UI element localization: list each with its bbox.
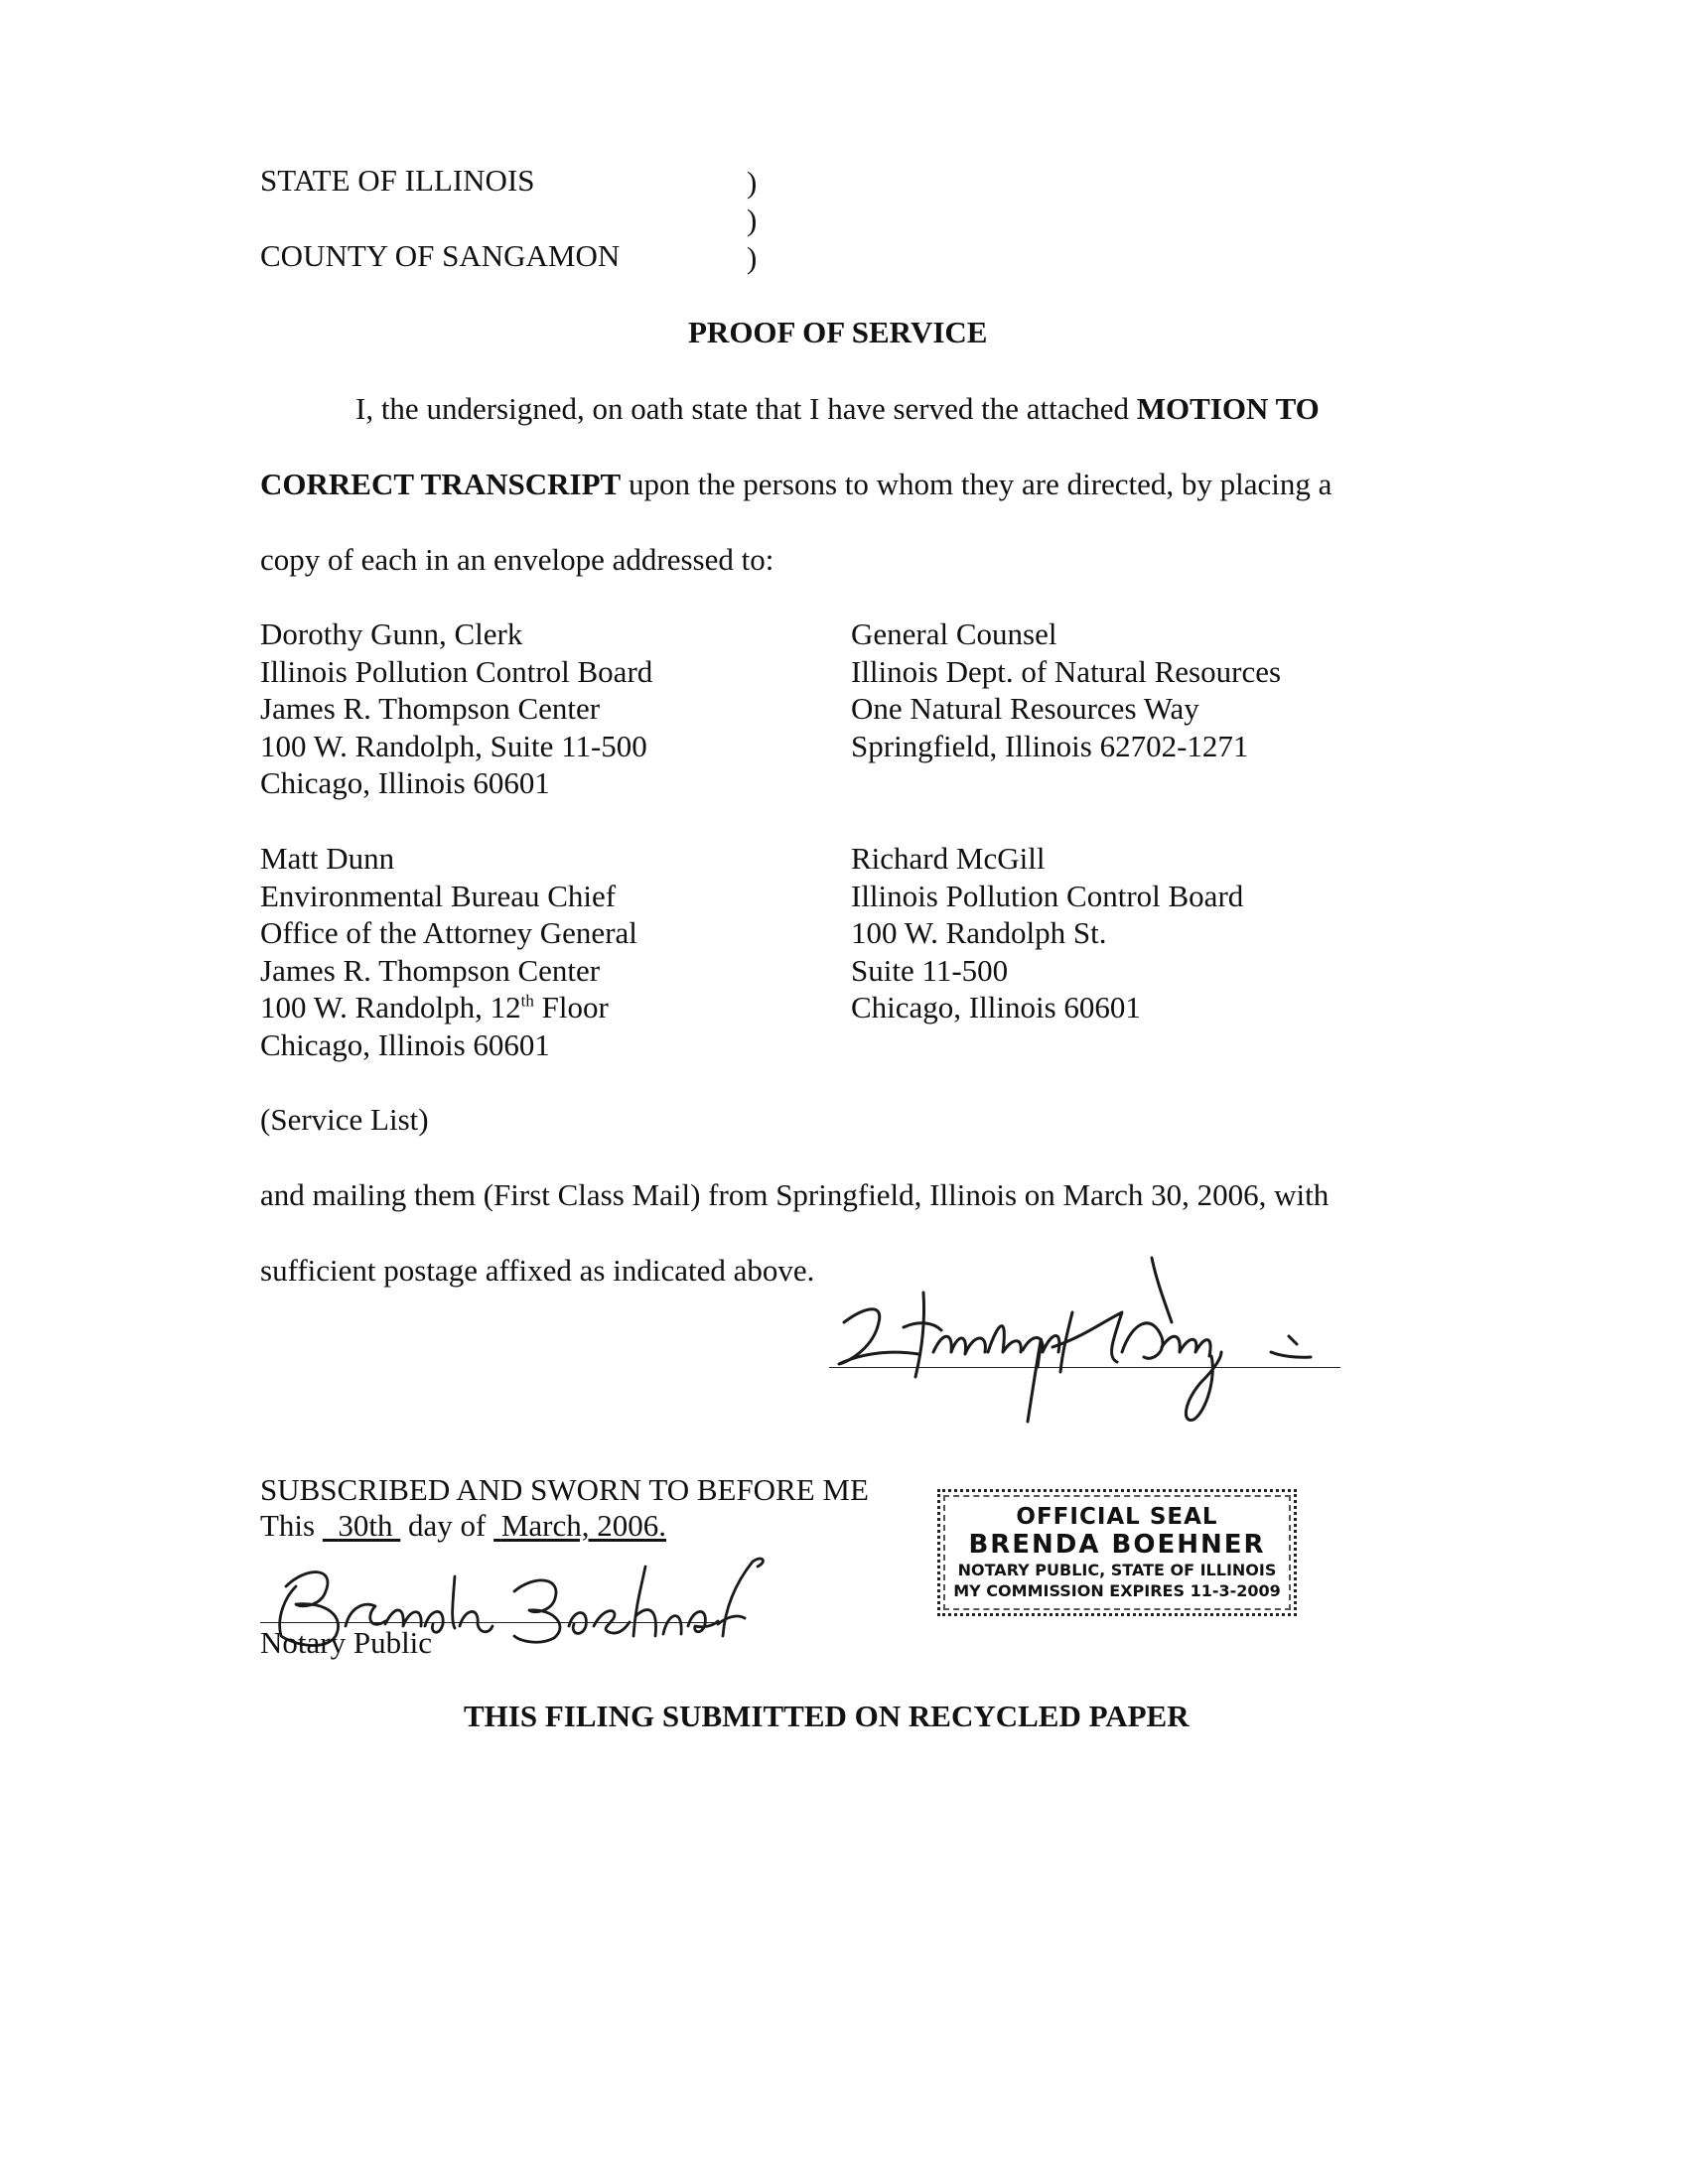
jurat-text: day of (400, 1508, 494, 1543)
address-line: James R. Thompson Center (260, 952, 601, 988)
notary-seal (937, 1489, 1297, 1616)
mailing-line-1: and mailing them (First Class Mail) from Springfield, Illinois on March 30, 2006, with (260, 1177, 1330, 1212)
address-line: Suite 11-500 (851, 952, 1009, 988)
intro-text: upon the persons to whom they are directed, by placing a (621, 467, 1333, 501)
address-line: General Counsel (851, 616, 1057, 651)
document-title: PROOF OF SERVICE (688, 315, 988, 349)
seal-notary-state: NOTARY PUBLIC, STATE OF ILLINOIS (957, 1561, 1277, 1579)
motion-title: MOTION TO (1136, 391, 1320, 426)
address-line: Illinois Dept. of Natural Resources (851, 653, 1282, 689)
ordinal-suffix: th (520, 991, 534, 1011)
caption-paren: ) (747, 165, 758, 200)
address-line: James R. Thompson Center (260, 691, 601, 726)
address-line: Illinois Pollution Control Board (260, 653, 653, 689)
motion-title: CORRECT TRANSCRIPT (260, 467, 622, 501)
recipient-dunn (260, 840, 637, 1063)
recipient-general-counsel (851, 615, 1281, 764)
address-line: Springfield, Illinois 62702-1271 (851, 728, 1249, 763)
address-line: Office of the Attorney General (260, 915, 637, 950)
mailing-line-2: sufficient postage affixed as indicated above. (260, 1253, 815, 1288)
address-line: Environmental Bureau Chief (260, 878, 617, 913)
affiant-signature (824, 1253, 1340, 1432)
address-text: Floor (533, 990, 609, 1024)
address-line (260, 989, 637, 1026)
intro-line-2 (260, 466, 1332, 503)
address-line: 100 W. Randolph, Suite 11-500 (260, 728, 647, 763)
address-line: One Natural Resources Way (851, 691, 1199, 726)
address-line: Chicago, Illinois 60601 (260, 1026, 550, 1062)
address-line: Dorothy Gunn, Clerk (260, 616, 523, 651)
jurat-month-value: March, 2006. (500, 1508, 666, 1543)
subscribed-sworn: SUBSCRIBED AND SWORN TO BEFORE ME (260, 1472, 869, 1507)
address-line: Chicago, Illinois 60601 (260, 765, 550, 800)
seal-heading: OFFICIAL SEAL (1016, 1504, 1218, 1530)
seal-notary-name: BRENDA BOEHNER (968, 1530, 1266, 1560)
caption-paren: ) (747, 240, 758, 275)
address-line: Matt Dunn (260, 841, 395, 876)
notary-public-label: Notary Public (260, 1625, 433, 1660)
address-line: Illinois Pollution Control Board (851, 878, 1244, 913)
recipient-mcgill (851, 840, 1243, 1026)
intro-line-3: copy of each in an envelope addressed to: (260, 542, 774, 577)
address-line: 100 W. Randolph St. (851, 915, 1107, 950)
jurat-text: This (260, 1508, 323, 1543)
jurat-month (493, 1508, 666, 1543)
intro-line-1 (355, 390, 1320, 428)
address-text: 100 W. Randolph, 12 (260, 990, 521, 1024)
jurat-date-line (260, 1507, 666, 1545)
jurat-day-value: 30th (338, 1508, 393, 1543)
service-list-note: (Service List) (260, 1102, 429, 1137)
caption-county: COUNTY OF SANGAMON (260, 238, 621, 273)
recycled-paper-notice: THIS FILING SUBMITTED ON RECYCLED PAPER (464, 1699, 1190, 1733)
seal-commission-expiry: MY COMMISSION EXPIRES 11-3-2009 (953, 1581, 1281, 1600)
recipient-gunn (260, 615, 652, 802)
address-line: Chicago, Illinois 60601 (851, 990, 1141, 1024)
jurat-day (323, 1508, 400, 1543)
caption-paren: ) (747, 203, 758, 237)
caption-state: STATE OF ILLINOIS (260, 163, 535, 198)
intro-text: I, the undersigned, on oath state that I have served the attached (355, 391, 1137, 426)
address-line: Richard McGill (851, 841, 1046, 876)
